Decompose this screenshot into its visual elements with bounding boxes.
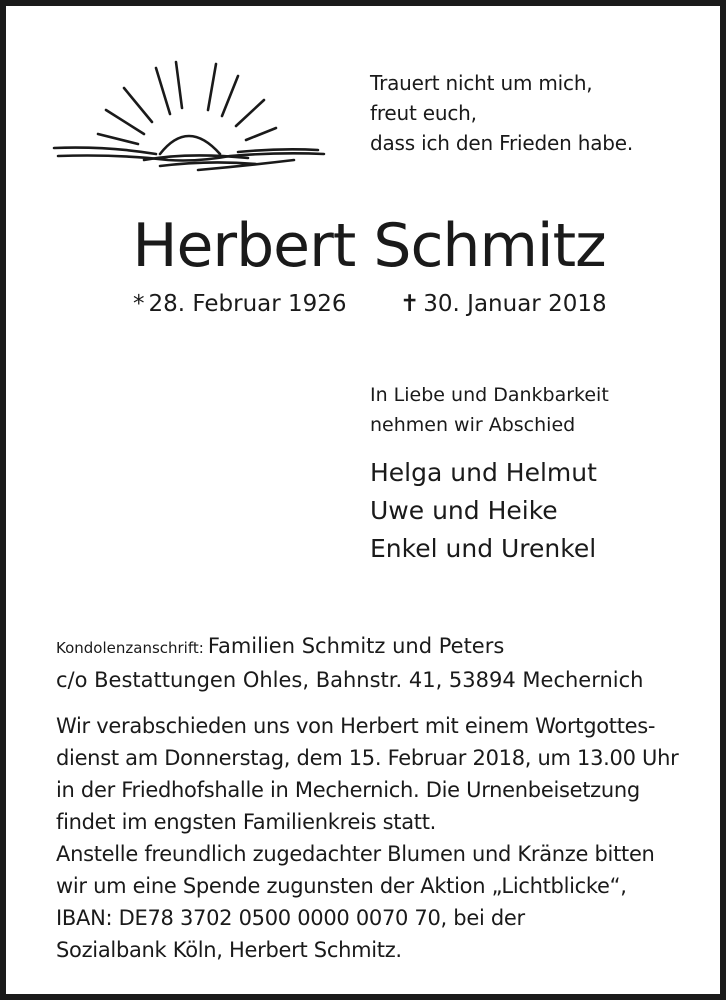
family-line: Helga und Helmut	[370, 458, 597, 487]
deceased-name: Herbert Schmitz	[132, 211, 606, 281]
info-line: Wir verabschieden uns von Herbert mit einem Wortgottes-	[56, 714, 656, 738]
condolence-address	[56, 630, 643, 696]
service-info	[56, 710, 678, 966]
farewell-line: In Liebe und Dankbarkeit	[370, 384, 609, 406]
motto-line: dass ich den Frieden habe.	[370, 131, 634, 155]
condolence-line: Familien Schmitz und Peters	[207, 634, 505, 658]
farewell-line: nehmen wir Abschied	[370, 414, 576, 436]
info-line: in der Friedhofshalle in Mechernich. Die Urnenbeisetzung	[56, 778, 640, 802]
info-line: Sozialbank Köln, Herbert Schmitz.	[56, 938, 402, 962]
motto-line: freut euch,	[370, 101, 477, 125]
family-line: Enkel und Urenkel	[370, 534, 597, 563]
motto-verse	[370, 68, 633, 158]
cross-icon: ✝	[400, 291, 420, 317]
star-icon: *	[133, 291, 145, 317]
info-line: dienst am Donnerstag, dem 15. Februar 2018, um 13.00 Uhr	[56, 746, 679, 770]
info-line: IBAN: DE78 3702 0500 0000 0070 70, bei der	[56, 906, 525, 930]
farewell-text	[370, 380, 609, 440]
death-date	[400, 288, 607, 320]
birth-date	[133, 288, 347, 320]
sunset-icon	[48, 56, 328, 191]
birth-date-text: 28. Februar 1926	[148, 291, 347, 317]
condolence-line: c/o Bestattungen Ohles, Bahnstr. 41, 53894 Mechernich	[56, 668, 644, 692]
info-line: Anstelle freundlich zugedachter Blumen und Kränze bitten	[56, 842, 655, 866]
family-names	[370, 454, 597, 568]
family-line: Uwe und Heike	[370, 496, 558, 525]
info-line: wir um eine Spende zugunsten der Aktion „Lichtblicke“,	[56, 874, 627, 898]
info-line: findet im engsten Familienkreis statt.	[56, 810, 437, 834]
death-date-text: 30. Januar 2018	[423, 291, 607, 317]
condolence-label: Kondolenzanschrift:	[56, 639, 204, 657]
motto-line: Trauert nicht um mich,	[370, 71, 593, 95]
